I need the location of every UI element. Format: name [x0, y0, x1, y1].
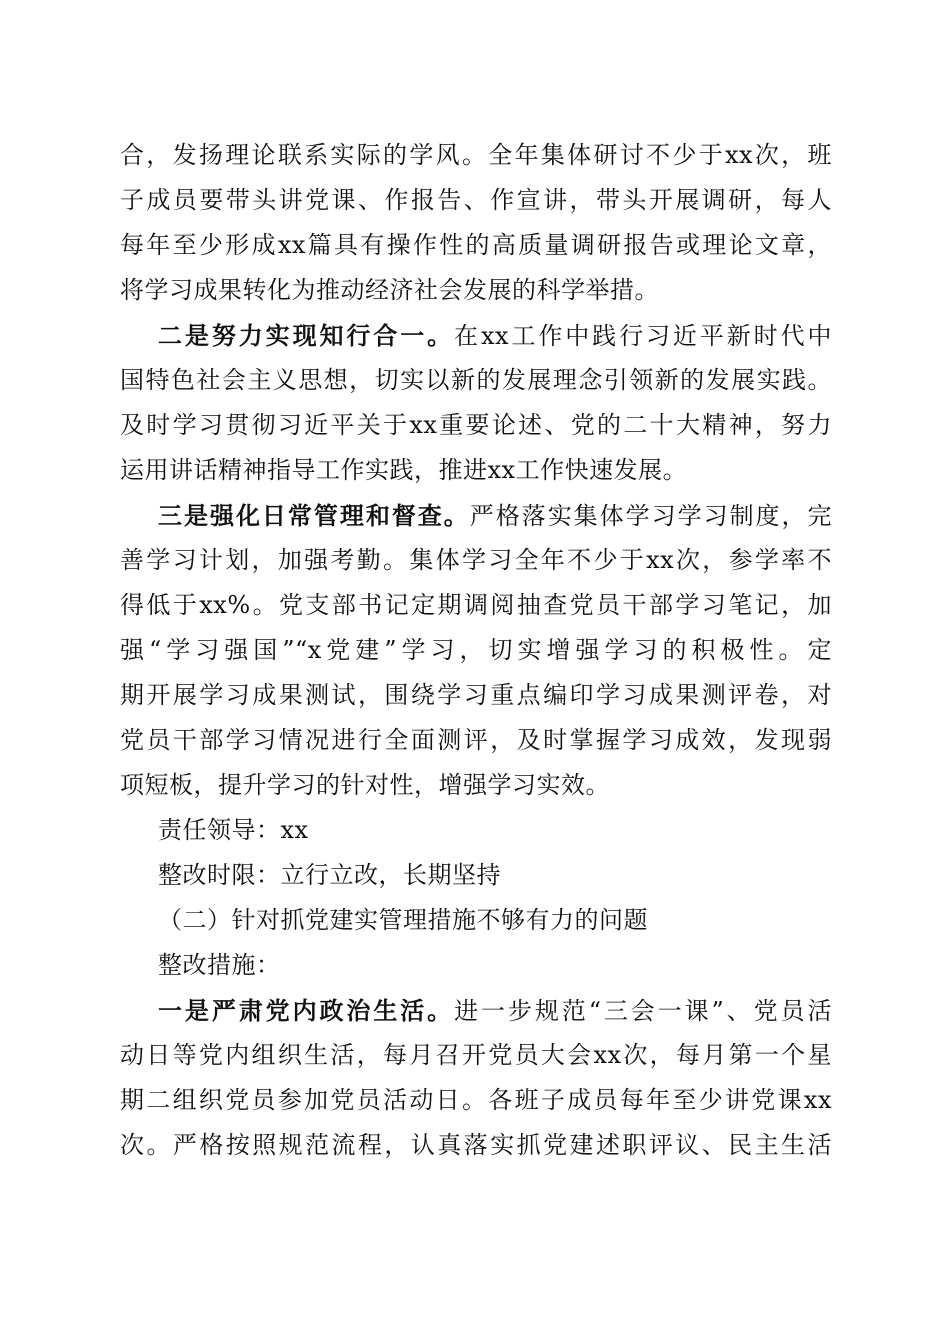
text-line: [120, 718, 832, 763]
line-text: 强“学习强国”“x党建”学习，切实增强学习的积极性。定: [120, 636, 832, 664]
paragraph: [120, 493, 832, 808]
text-line: [120, 448, 832, 493]
paragraph: [120, 898, 832, 943]
paragraph: [120, 853, 832, 898]
text-line: [120, 898, 832, 943]
line-text: 项短板，提升学习的针对性，增强学习实效。: [120, 771, 610, 799]
line-text: 在xx工作中践行习近平新时代中: [454, 322, 832, 350]
line-text: 次。严格按照规范流程，认真落实抓党建述职评议、民主生活: [120, 1131, 832, 1159]
line-text: 整改措施：: [158, 951, 281, 979]
line-text: 严格落实集体学习学习制度，完: [469, 502, 833, 530]
line-text: 运用讲话精神指导工作实践，推进xx工作快速发展。: [120, 456, 688, 484]
line-text: 进一步规范“三会一课”、党员活: [454, 997, 833, 1025]
line-text: 党员干部学习情况进行全面测评，及时掌握学习成效，发现弱: [120, 726, 832, 754]
paragraph: [120, 988, 832, 1168]
text-line: [120, 1123, 832, 1168]
line-text: 整改时限：立行立改，长期坚持: [158, 861, 501, 889]
line-text: 期开展学习成果测试，围绕学习重点编印学习成果测评卷，对: [120, 681, 832, 709]
text-line: [120, 628, 832, 673]
text-line: [120, 673, 832, 718]
bold-lead: 二是努力实现知行合一。: [158, 321, 455, 350]
text-line: [120, 1033, 832, 1078]
text-line: [120, 403, 832, 448]
line-text: 每年至少形成xx篇具有操作性的高质量调研报告或理论文章，: [120, 231, 832, 259]
text-line: [120, 223, 832, 268]
text-line: [120, 763, 832, 808]
document-page: [120, 133, 832, 1168]
line-text: 及时学习贯彻习近平关于xx重要论述、党的二十大精神，努力: [120, 411, 832, 439]
line-text: 子成员要带头讲党课、作报告、作宣讲，带头开展调研，每人: [120, 186, 832, 214]
text-line: [120, 943, 832, 988]
text-line: [120, 583, 832, 628]
line-text: 国特色社会主义思想，切实以新的发展理念引领新的发展实践。: [120, 366, 832, 394]
line-text: 责任领导：xx: [158, 816, 309, 844]
text-line: [120, 808, 832, 853]
paragraph: [120, 808, 832, 853]
text-line: [120, 853, 832, 898]
text-line: [120, 493, 832, 538]
line-text: 动日等党内组织生活，每月召开党员大会xx次，每月第一个星: [120, 1041, 832, 1069]
text-line: [120, 1078, 832, 1123]
paragraph: [120, 133, 832, 313]
text-line: [120, 988, 832, 1033]
line-text: 得低于xx%。党支部书记定期调阅抽查党员干部学习笔记，加: [120, 591, 832, 619]
text-line: [120, 133, 832, 178]
text-line: [120, 358, 832, 403]
line-text: 将学习成果转化为推动经济社会发展的科学举措。: [120, 276, 659, 304]
line-text: 合，发扬理论联系实际的学风。全年集体研讨不少于xx次，班: [120, 141, 832, 169]
text-line: [120, 313, 832, 358]
bold-lead: 三是强化日常管理和督查。: [158, 501, 470, 530]
paragraph: [120, 943, 832, 988]
line-text: （二）针对抓党建实管理措施不够有力的问题: [158, 906, 648, 934]
text-line: [120, 178, 832, 223]
text-line: [120, 268, 832, 313]
line-text: 期二组织党员参加党员活动日。各班子成员每年至少讲党课xx: [120, 1086, 832, 1114]
bold-lead: 一是严肃党内政治生活。: [158, 996, 455, 1025]
line-text: 善学习计划，加强考勤。集体学习全年不少于xx次，参学率不: [120, 546, 832, 574]
text-line: [120, 538, 832, 583]
paragraph: [120, 313, 832, 493]
